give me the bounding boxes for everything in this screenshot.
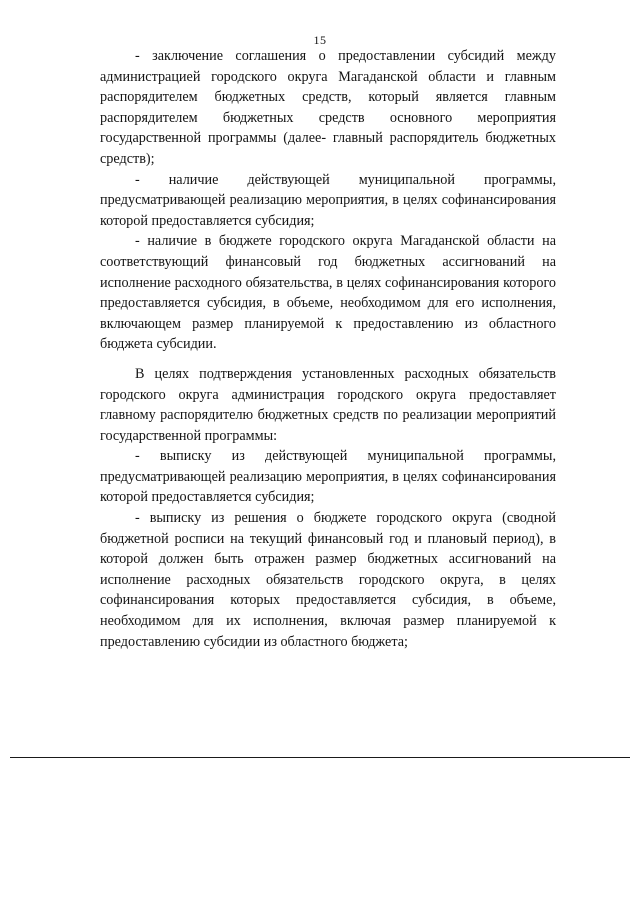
page-number: 15 — [313, 33, 327, 47]
paragraph-budget-decision-extract: - выписку из решения о бюджете городского округа (сводной бюджетной росписи на текущий финансовый год и плановый период), в которой должен быть отражен размер бюджетных ассигнований на исполнение расходных обязательств городского округа, в целях софинансирования которых предоставляется субсидия, в объеме, необходимом для их исполнения, включая размер планируемой к предоставлению субсидии из областного бюджета; — [100, 510, 556, 650]
horizontal-rule — [10, 757, 630, 758]
paragraph-budget-allocation-condition: - наличие в бюджете городского округа Магаданской области на соответствующий финансовый год бюджетных ассигнований на исполнение расходного обязательства, в целях софинансирования которого предоставляется субсидия, в объеме, необходимом для его исполнения, включающем размер планируемой к предоставлению из областного бюджета субсидии. — [100, 233, 556, 353]
document-body — [100, 46, 556, 652]
paragraph-program-extract: - выписку из действующей муниципальной программы, предусматривающей реализацию мероприятия, в целях софинансирования которой предоставляется субсидия; — [100, 448, 556, 506]
paragraph-confirmation-intro: В целях подтверждения установленных расходных обязательств городского округа администрация городского округа предоставляет главному распорядителю бюджетных средств по реализации мероприятий государственной программы: — [100, 365, 556, 444]
paragraph-municipal-program-condition: - наличие действующей муниципальной программы, предусматривающей реализацию мероприятия, в целях софинансирования которой предоставляется субсидия; — [100, 171, 556, 229]
paragraph-agreement-condition: - заключение соглашения о предоставлении субсидий между администрацией городского округа Магаданской области и главным распорядителем бюджетных средств, который является главным распорядителем бюджетных средств основного мероприятия государственной программы (далее- главный распорядитель бюджетных средств); — [100, 48, 556, 167]
